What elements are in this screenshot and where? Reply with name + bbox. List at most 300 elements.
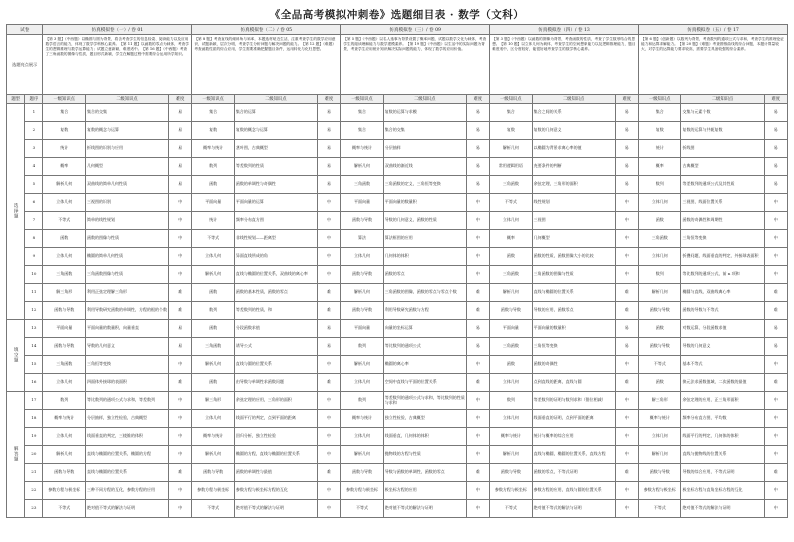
secondary-topic: 线面垂直，几何体的体积	[383, 428, 466, 446]
col-k2: 二级知识点	[681, 95, 764, 104]
primary-topic: 概率与统计	[192, 428, 235, 446]
secondary-topic: 导数的几何意义	[681, 338, 764, 356]
difficulty: 易	[169, 176, 192, 194]
question-number: 5	[25, 176, 43, 194]
difficulty: 中	[169, 410, 192, 428]
primary-topic: 不等式	[490, 194, 533, 212]
primary-topic: 解三角形	[192, 392, 235, 410]
question-number: 19	[25, 428, 43, 446]
secondary-topic: 等比数列的通项公式，前 n 项和	[681, 266, 764, 284]
primary-topic: 参数方程与极坐标	[638, 482, 681, 500]
difficulty: 中	[317, 410, 340, 428]
difficulty: 中	[317, 266, 340, 284]
difficulty: 中	[317, 356, 340, 374]
question-number: 17	[25, 392, 43, 410]
difficulty: 中	[466, 266, 489, 284]
question-number: 21	[25, 464, 43, 482]
secondary-topic: 复数的概念与运算	[85, 122, 168, 140]
primary-topic: 立体几何	[43, 248, 86, 266]
table-row	[7, 158, 788, 176]
secondary-topic: 直线与圆的位置关系	[234, 356, 317, 374]
secondary-topic: 几何概型	[532, 230, 615, 248]
secondary-topic: 极坐标方程与直角坐标方程的互化	[681, 482, 764, 500]
table-row	[7, 338, 788, 356]
highlight-text: 【第 5 题】《中西题》以名人逸事为背景设置了概率问题，试题以数学文化为载体，考查学生的阅读理解能力与数学建模素养。【第 19 题】《中西题》以生活中的实际问题为背景，考查学生应用统计知识解决实际问题的能力，体现了数学的应用价值。	[341, 35, 490, 95]
difficulty: 难	[615, 374, 638, 392]
difficulty: 中	[169, 392, 192, 410]
secondary-topic: 极坐标方程的应用	[383, 482, 466, 500]
primary-topic: 立体几何	[638, 248, 681, 266]
table-row	[7, 284, 788, 302]
secondary-topic: 三角恒等变换	[681, 230, 764, 248]
difficulty: 易	[317, 140, 340, 158]
section-label-text: 解答题	[13, 445, 19, 462]
difficulty: 易	[317, 320, 340, 338]
table-row	[7, 140, 788, 158]
primary-topic: 不等式	[341, 500, 384, 518]
difficulty: 中	[317, 230, 340, 248]
difficulty: 易	[169, 122, 192, 140]
secondary-topic: 对数运算，分段函数求值	[681, 320, 764, 338]
primary-topic: 立体几何	[43, 374, 86, 392]
table-row	[7, 212, 788, 230]
primary-topic: 常用逻辑用语	[490, 158, 533, 176]
difficulty: 中	[615, 194, 638, 212]
secondary-topic: 交集与元素个数	[681, 104, 764, 122]
col-diff: 难度	[466, 95, 489, 104]
primary-topic: 函数与导数	[638, 302, 681, 320]
difficulty: 中	[466, 212, 489, 230]
difficulty: 易	[466, 320, 489, 338]
primary-topic: 解析几何	[43, 176, 86, 194]
secondary-topic: 抛物线的方程与性质	[383, 446, 466, 464]
difficulty: 难	[466, 302, 489, 320]
table-row	[7, 230, 788, 248]
secondary-topic: 函数的单调性与最值	[234, 464, 317, 482]
secondary-topic: 函数的零点	[383, 266, 466, 284]
primary-topic: 立体几何	[490, 374, 533, 392]
primary-topic: 概率与统计	[192, 140, 235, 158]
difficulty: 中	[466, 428, 489, 446]
paper-header: 仿真模拟卷（一）/ 卷 01	[43, 25, 192, 35]
secondary-topic: 余弦定理的应用，正三角形面积	[681, 392, 764, 410]
difficulty: 易	[764, 122, 787, 140]
primary-topic: 函数与导数	[341, 464, 384, 482]
primary-topic: 三角函数	[490, 338, 533, 356]
highlight-label: 选题亮点展示	[7, 35, 43, 95]
secondary-topic: 直线与椭圆的位置关系	[532, 284, 615, 302]
table-row	[7, 482, 788, 500]
difficulty: 中	[169, 194, 192, 212]
difficulty: 易	[169, 338, 192, 356]
secondary-topic: 函数的导数与不等式	[681, 302, 764, 320]
primary-topic: 函数	[490, 356, 533, 374]
primary-topic: 概率与统计	[490, 428, 533, 446]
secondary-topic: 函数的图像与性质	[85, 230, 168, 248]
primary-topic: 数列	[192, 158, 235, 176]
difficulty: 难	[466, 374, 489, 392]
difficulty: 中	[764, 428, 787, 446]
secondary-topic: 平面向量的数量积，向量垂直	[85, 320, 168, 338]
difficulty: 易	[317, 176, 340, 194]
primary-topic: 函数与导数	[341, 302, 384, 320]
secondary-topic: 绝对值不等式的解法与证明	[234, 500, 317, 518]
primary-topic: 参数方程与极坐标	[43, 482, 86, 500]
difficulty: 中	[169, 248, 192, 266]
difficulty: 中	[615, 356, 638, 374]
secondary-topic: 由导数与单调性求函数问题	[234, 374, 317, 392]
secondary-topic: 线面垂直的判定，三棱锥的体积	[85, 428, 168, 446]
difficulty: 中	[615, 500, 638, 518]
primary-topic: 参数方程与极坐标	[192, 482, 235, 500]
question-number: 7	[25, 212, 43, 230]
question-number: 23	[25, 500, 43, 518]
secondary-topic: 频率分布直方图	[234, 212, 317, 230]
primary-topic: 函数与导数	[43, 338, 86, 356]
difficulty: 中	[169, 230, 192, 248]
primary-topic: 解析几何	[638, 284, 681, 302]
secondary-topic: 参数方程的应用，直线与圆的位置关系	[532, 482, 615, 500]
question-number: 16	[25, 374, 43, 392]
primary-topic: 统计	[43, 140, 86, 158]
secondary-topic: 直线与椭圆的位置关系，双曲线的离心率	[234, 266, 317, 284]
difficulty: 中	[169, 212, 192, 230]
primary-topic: 概率	[490, 230, 533, 248]
secondary-topic: 三角恒等变换	[85, 356, 168, 374]
primary-topic: 算法	[341, 230, 384, 248]
primary-topic: 不等式	[192, 230, 235, 248]
primary-topic: 函数	[638, 374, 681, 392]
secondary-topic: 点到直线的距离，直线与圆	[532, 374, 615, 392]
primary-topic: 函数与导数	[638, 464, 681, 482]
primary-topic: 函数与导数	[192, 464, 235, 482]
secondary-topic: 折叠问题，线面垂直的判定，外接球表面积	[681, 248, 764, 266]
secondary-topic: 频率分布直方图，平均数	[681, 410, 764, 428]
primary-topic: 函数	[638, 320, 681, 338]
secondary-topic: 利用导数研究函数与方程	[383, 302, 466, 320]
section-label	[7, 320, 25, 392]
question-number: 10	[25, 266, 43, 284]
primary-topic: 数列	[341, 338, 384, 356]
table-row	[7, 176, 788, 194]
question-number: 18	[25, 410, 43, 428]
primary-topic: 数列	[43, 392, 86, 410]
secondary-topic: 函数的奇偶性和周期性	[681, 212, 764, 230]
primary-topic: 函数与导数	[490, 302, 533, 320]
primary-topic: 复数	[638, 122, 681, 140]
primary-topic: 复数	[192, 122, 235, 140]
difficulty: 中	[466, 230, 489, 248]
secondary-topic: 等差数列的通项公式与求和，等比数列的性质与求和	[383, 392, 466, 410]
difficulty: 中	[169, 266, 192, 284]
difficulty: 中	[764, 500, 787, 518]
paper-header: 仿真模拟卷（五）/ 卷 17	[638, 25, 787, 35]
difficulty: 难	[317, 284, 340, 302]
secondary-topic: 三角函数的定义，三角恒等变换	[383, 176, 466, 194]
primary-topic: 解析几何	[192, 266, 235, 284]
secondary-topic: 直线与椭圆，椭圆的位置关系，直线方程	[532, 446, 615, 464]
question-number: 6	[25, 194, 43, 212]
difficulty: 中	[615, 212, 638, 230]
difficulty: 中	[615, 410, 638, 428]
primary-topic: 概率与统计	[43, 410, 86, 428]
secondary-topic: 直线与椭圆的位置关系，椭圆的方程	[85, 446, 168, 464]
secondary-topic: 以椭圆为背景求离心率的值	[532, 140, 615, 158]
table-row	[7, 266, 788, 284]
secondary-topic: 导数的几何意义，函数的性质	[383, 212, 466, 230]
col-diff: 难度	[317, 95, 340, 104]
primary-topic: 解析几何	[192, 356, 235, 374]
secondary-topic: 双曲线的渐近线	[383, 158, 466, 176]
table-row	[7, 122, 788, 140]
table-row	[7, 320, 788, 338]
highlight-text: 【第 6 题】《创新题》以数列为背景，考查数列的通项公式与求和，考查学生的推理论证能力和运算求解能力。【第 20 题】《难题》考查圆锥曲线的综合问题，本题计算量较大，对学生的运算能力要求较高，需要学生具备较强的综合素养。	[638, 35, 787, 95]
secondary-topic: 三角恒等变换	[532, 338, 615, 356]
primary-topic: 不等式	[490, 500, 533, 518]
primary-topic: 解析几何	[638, 446, 681, 464]
difficulty: 中	[764, 446, 787, 464]
difficulty: 难	[317, 374, 340, 392]
primary-topic: 不等式	[638, 356, 681, 374]
primary-topic: 解三角形	[43, 284, 86, 302]
difficulty: 中	[317, 194, 340, 212]
secondary-topic: 椭圆的离心率	[383, 356, 466, 374]
secondary-topic: 双曲线的简单几何性质	[85, 176, 168, 194]
primary-topic: 三角函数	[490, 176, 533, 194]
secondary-topic: 集合的交集	[383, 122, 466, 140]
section-label-text: 选择题	[13, 202, 19, 219]
primary-topic: 函数与导数	[341, 266, 384, 284]
question-number: 15	[25, 356, 43, 374]
difficulty: 中	[615, 482, 638, 500]
secondary-topic: 线面平行的判定，点到平面的距离	[234, 410, 317, 428]
secondary-topic: 余弦定理，三角形的面积	[532, 176, 615, 194]
secondary-topic: 导数的应用，函数零点	[532, 302, 615, 320]
secondary-topic: 线面垂直的证明，点到平面的距离	[532, 410, 615, 428]
difficulty: 难	[169, 302, 192, 320]
difficulty: 易	[764, 176, 787, 194]
col-k1: 一级知识点	[638, 95, 681, 104]
difficulty: 易	[466, 338, 489, 356]
difficulty: 易	[317, 338, 340, 356]
difficulty: 难	[169, 374, 192, 392]
secondary-topic: 导数与函数的单调性，函数的零点	[383, 464, 466, 482]
secondary-topic: 等差数列的性质	[234, 158, 317, 176]
difficulty: 中	[764, 482, 787, 500]
secondary-topic: 绝对值不等式的解法与证明	[85, 500, 168, 518]
difficulty: 难	[317, 302, 340, 320]
primary-topic: 解析几何	[341, 446, 384, 464]
secondary-topic: 三角函数图像与性质	[85, 266, 168, 284]
secondary-topic: 余弦定理的应用，三角形的面积	[234, 392, 317, 410]
question-number: 22	[25, 482, 43, 500]
difficulty: 中	[764, 194, 787, 212]
difficulty: 易	[466, 176, 489, 194]
secondary-topic: 几何体的体积	[383, 248, 466, 266]
primary-topic: 立体几何	[638, 194, 681, 212]
primary-topic: 参数方程与极坐标	[490, 482, 533, 500]
primary-topic: 立体几何	[490, 212, 533, 230]
primary-topic: 函数与导数	[43, 464, 86, 482]
difficulty: 中	[466, 446, 489, 464]
question-number: 13	[25, 320, 43, 338]
primary-topic: 平面向量	[341, 320, 384, 338]
difficulty: 易	[317, 122, 340, 140]
col-k1: 一级知识点	[43, 95, 86, 104]
secondary-topic: 简单的线性规划	[85, 212, 168, 230]
difficulty: 易	[615, 338, 638, 356]
primary-topic: 集合	[490, 104, 533, 122]
col-type: 题型	[7, 95, 25, 104]
secondary-topic: 绝对值不等式的解法与证明	[681, 500, 764, 518]
primary-topic: 函数与导数	[43, 302, 86, 320]
difficulty: 中	[169, 356, 192, 374]
table-row	[7, 104, 788, 122]
primary-topic: 立体几何	[43, 194, 86, 212]
table-row	[7, 248, 788, 266]
col-diff: 难度	[169, 95, 192, 104]
difficulty: 中	[317, 428, 340, 446]
primary-topic: 数列	[638, 176, 681, 194]
difficulty: 难	[764, 464, 787, 482]
secondary-topic: 椭圆与直线，双曲线离心率	[681, 284, 764, 302]
primary-topic: 统计	[192, 212, 235, 230]
primary-topic: 函数	[192, 284, 235, 302]
difficulty: 易	[466, 122, 489, 140]
primary-topic: 立体几何	[341, 374, 384, 392]
primary-topic: 立体几何	[341, 428, 384, 446]
secondary-topic: 统计与概率的综合应用	[532, 428, 615, 446]
difficulty: 易	[615, 104, 638, 122]
secondary-topic: 三视图，线面位置关系	[681, 194, 764, 212]
primary-topic: 解析几何	[341, 284, 384, 302]
secondary-topic: 几何概型	[85, 158, 168, 176]
difficulty: 易	[466, 158, 489, 176]
difficulty: 中	[466, 356, 489, 374]
difficulty: 中	[615, 392, 638, 410]
paper-header: 仿真模拟卷（四）/ 卷 13	[490, 25, 639, 35]
col-k1: 一级知识点	[490, 95, 533, 104]
primary-topic: 平面向量	[43, 320, 86, 338]
difficulty: 中	[764, 410, 787, 428]
highlight-text: 【第 3 题】《中西题》以椭圆与圆为背景，将含考查学生的信息检索、阅读能力以及应用数学语言的能力，体现了数学学科核心素养。【第 11 题】以函数的零点为载体，考查学生的逻辑推理与数学运算能力；试题立意新颖，难度适中。【第 16 题】《中西题》考查了三角函数的图像与性质，题目形式新颖，学生在解题过程中需要综合运用所学知识。	[43, 35, 192, 95]
secondary-topic: 复数的运算与求模	[383, 104, 466, 122]
secondary-topic: 函数的奇偶性	[532, 356, 615, 374]
secondary-topic: 线性规划	[532, 194, 615, 212]
secondary-topic: 等差数列的性质，和	[234, 302, 317, 320]
difficulty: 中	[317, 500, 340, 518]
primary-topic: 函数	[192, 176, 235, 194]
topic-table	[6, 24, 788, 518]
primary-topic: 解析几何	[341, 356, 384, 374]
primary-topic: 解析几何	[490, 284, 533, 302]
difficulty: 中	[169, 500, 192, 518]
primary-topic: 立体几何	[490, 410, 533, 428]
primary-topic: 统计	[638, 140, 681, 158]
secondary-topic: 函数的基本性质，函数的零点	[234, 284, 317, 302]
page-title: 《全品高考模拟冲刺卷》选题细目表 · 数学（文科）	[269, 9, 525, 21]
primary-topic: 概率与统计	[341, 410, 384, 428]
difficulty: 中	[615, 266, 638, 284]
secondary-topic: 直线与抛物线的位置关系	[681, 446, 764, 464]
secondary-topic: 三视图的识别	[85, 194, 168, 212]
difficulty: 中	[466, 392, 489, 410]
difficulty: 中	[466, 482, 489, 500]
difficulty: 难	[169, 464, 192, 482]
question-number: 4	[25, 158, 43, 176]
secondary-topic: 分层抽样	[383, 140, 466, 158]
secondary-topic: 复数的几何意义	[532, 122, 615, 140]
table-row	[7, 500, 788, 518]
secondary-topic: 椭圆的方程，直线与椭圆的位置关系	[234, 446, 317, 464]
primary-topic: 解析几何	[192, 446, 235, 464]
secondary-topic: 三视图	[532, 212, 615, 230]
difficulty: 易	[466, 104, 489, 122]
difficulty: 难	[764, 374, 787, 392]
question-number: 1	[25, 104, 43, 122]
secondary-topic: 参数方程与极坐标方程的互化	[234, 482, 317, 500]
primary-topic: 解三角形	[638, 392, 681, 410]
primary-topic: 集合	[638, 104, 681, 122]
secondary-topic: 独立性检验，古典概型	[383, 410, 466, 428]
col-diff: 难度	[764, 95, 787, 104]
difficulty: 易	[466, 140, 489, 158]
difficulty: 易	[764, 158, 787, 176]
primary-topic: 函数	[43, 230, 86, 248]
primary-topic: 不等式	[43, 212, 86, 230]
secondary-topic: 集合的交集	[85, 104, 168, 122]
difficulty: 中	[764, 248, 787, 266]
difficulty: 中	[169, 428, 192, 446]
col-k2: 二级知识点	[532, 95, 615, 104]
primary-topic: 解析几何	[43, 446, 86, 464]
secondary-topic: 折线图的识别与应用	[85, 140, 168, 158]
primary-topic: 平面向量	[341, 194, 384, 212]
difficulty: 易	[615, 140, 638, 158]
difficulty: 难	[615, 284, 638, 302]
secondary-topic: 向量的坐标运算	[383, 320, 466, 338]
table-row	[7, 194, 788, 212]
col-diff: 难度	[615, 95, 638, 104]
table-row	[7, 428, 788, 446]
primary-topic: 不等式	[192, 500, 235, 518]
difficulty: 中	[466, 410, 489, 428]
secondary-topic: 算法框图的应用	[383, 230, 466, 248]
col-k2: 二级知识点	[383, 95, 466, 104]
difficulty: 中	[317, 248, 340, 266]
col-num: 题序	[25, 95, 43, 104]
difficulty: 中	[764, 212, 787, 230]
secondary-topic: 复数的运算与共轭复数	[681, 122, 764, 140]
difficulty: 中	[615, 230, 638, 248]
difficulty: 易	[615, 122, 638, 140]
difficulty: 易	[169, 140, 192, 158]
primary-topic: 函数	[490, 248, 533, 266]
header-label: 试卷	[7, 25, 43, 35]
secondary-topic: 三种不同方程的互化，参数方程的应用	[85, 482, 168, 500]
primary-topic: 立体几何	[341, 248, 384, 266]
secondary-topic: 异面直线所成的角	[234, 248, 317, 266]
secondary-topic: 折线图	[681, 140, 764, 158]
secondary-topic: 古典概型	[681, 158, 764, 176]
secondary-topic: 导数的几何意义	[85, 338, 168, 356]
secondary-topic: 平面向量的数量积	[383, 194, 466, 212]
primary-topic: 立体几何	[638, 428, 681, 446]
difficulty: 难	[466, 284, 489, 302]
secondary-topic: 三角函数的图像与性质	[532, 266, 615, 284]
table-row	[7, 356, 788, 374]
difficulty: 易	[169, 320, 192, 338]
